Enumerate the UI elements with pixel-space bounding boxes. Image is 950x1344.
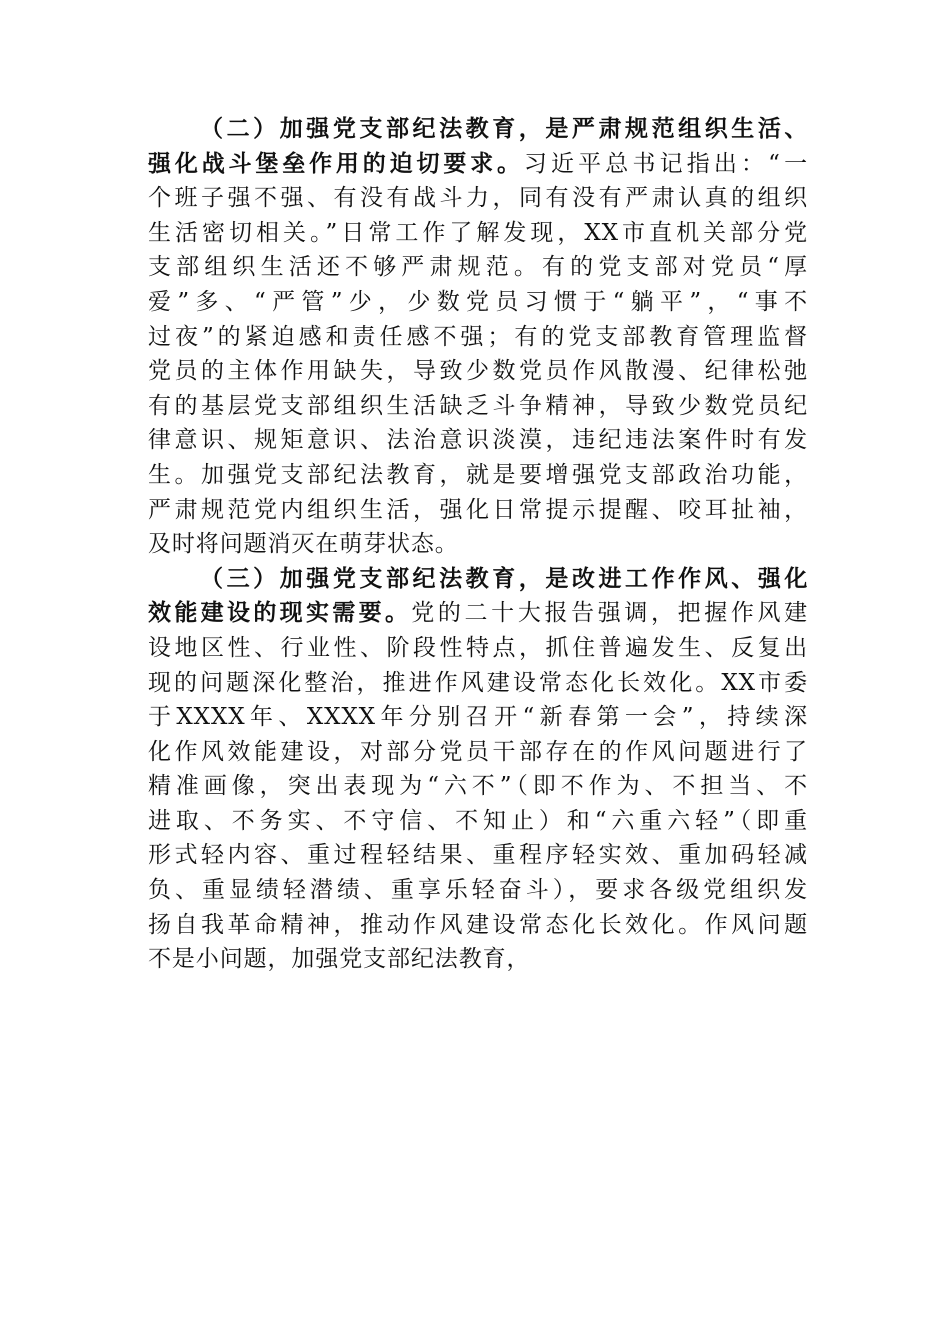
section-heading: 效能建设的现实需要。 <box>148 600 412 627</box>
document-body <box>148 112 808 977</box>
paragraph-line: 过夜”的紧迫感和责任感不强；有的党支部教育管理监督 <box>148 323 808 350</box>
paragraph-line: 爱”多、“严管”少，少数党员习惯于“躺平”，“事不 <box>148 288 808 315</box>
paragraph-section-three <box>148 562 808 977</box>
paragraph-line: 有的基层党支部组织生活缺乏斗争精神，导致少数党员纪 <box>148 392 808 419</box>
paragraph-line: 不是小问题，加强党支部纪法教育， <box>148 946 531 973</box>
paragraph-line: 生。加强党支部纪法教育，就是要增强党支部政治功能， <box>148 461 808 488</box>
paragraph-section-two <box>148 112 808 562</box>
paragraph-line: 设地区性、行业性、阶段性特点，抓住普遍发生、反复出 <box>148 634 808 661</box>
paragraph-line <box>148 112 808 147</box>
paragraph-line: 形式轻内容、重过程轻结果、重程序轻实效、重加码轻减 <box>148 842 808 869</box>
paragraph-line: 强化战斗堡垒作用的迫切要求。习近平总书记指出：“一 <box>148 150 808 177</box>
paragraph-line: 生活密切相关。”日常工作了解发现，XX市直机关部分党 <box>148 219 808 246</box>
paragraph-line: 支部组织生活还不够严肃规范。有的党支部对党员“厚 <box>148 254 808 281</box>
paragraph-line: 党员的主体作用缺失，导致少数党员作风散漫、纪律松弛 <box>148 358 808 385</box>
paragraph-line: 及时将问题消灭在萌芽状态。 <box>148 531 459 558</box>
paragraph-line: 现的问题深化整治，推进作风建设常态化长效化。XX市委 <box>148 669 808 696</box>
paragraph-line: 扬自我革命精神，推动作风建设常态化长效化。作风问题 <box>148 911 808 938</box>
paragraph-line: 负、重显绩轻潜绩、重享乐轻奋斗），要求各级党组织发 <box>148 877 808 904</box>
paragraph-line: 化作风效能建设，对部分党员干部存在的作风问题进行了 <box>148 738 808 765</box>
paragraph-line: 于XXXX年、XXXX年分别召开“新春第一会”，持续深 <box>148 704 808 731</box>
paragraph-line: 律意识、规矩意识、法治意识淡漠，违纪违法案件时有发 <box>148 427 808 454</box>
paragraph-line <box>148 562 808 597</box>
paragraph-line: 进取、不务实、不守信、不知止）和“六重六轻”（即重 <box>148 807 808 834</box>
section-heading: （二）加强党支部纪法教育，是严肃规范组织生活、 <box>200 116 808 142</box>
paragraph-line: 个班子强不强、有没有战斗力，同有没有严肃认真的组织 <box>148 185 808 212</box>
section-heading: 强化战斗堡垒作用的迫切要求。 <box>148 150 524 177</box>
section-heading: （三）加强党支部纪法教育，是改进工作作风、强化 <box>200 565 808 592</box>
paragraph-line: 精准画像，突出表现为“六不”（即不作为、不担当、不 <box>148 773 808 800</box>
paragraph-line: 严肃规范党内组织生活，强化日常提示提醒、咬耳扯袖， <box>148 496 808 523</box>
paragraph-line: 效能建设的现实需要。党的二十大报告强调，把握作风建 <box>148 600 809 627</box>
